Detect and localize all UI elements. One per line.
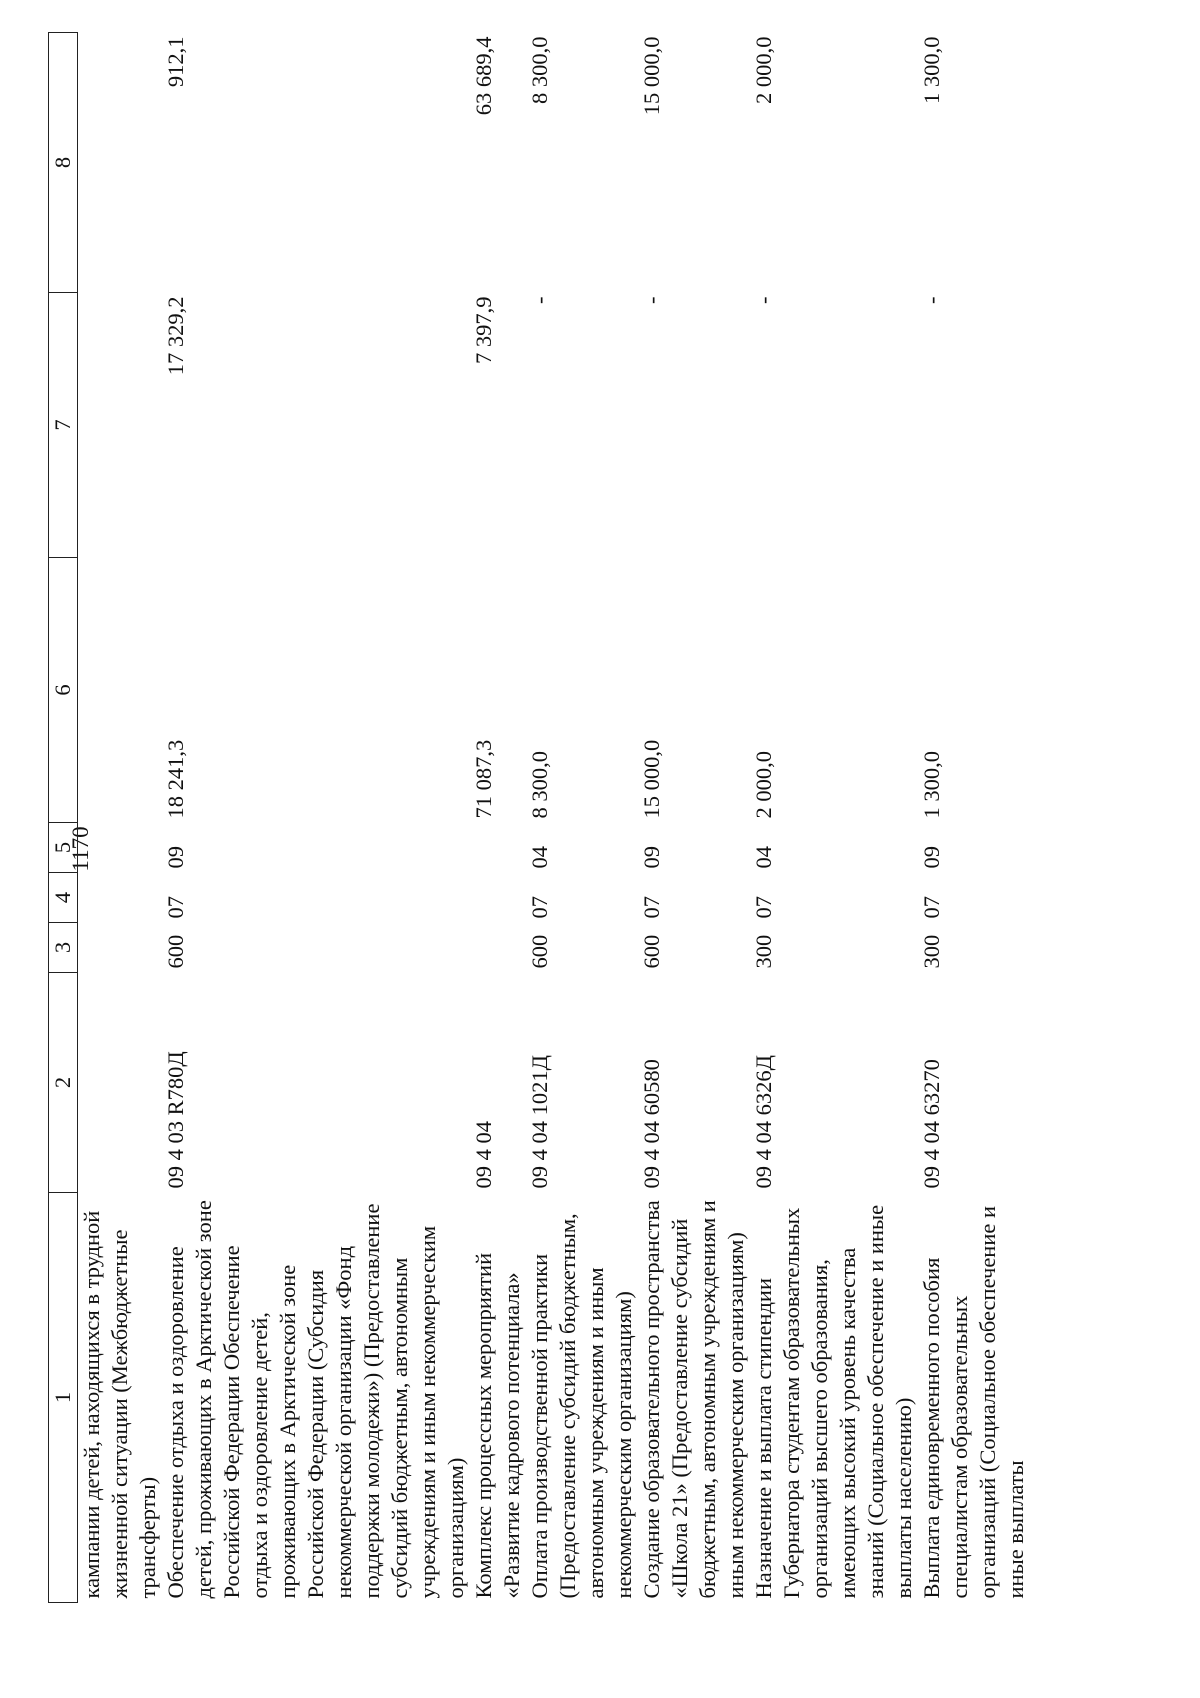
- row-code: 09 4 03 R780Д: [163, 1051, 188, 1189]
- row-col6: [78, 558, 163, 823]
- row-code: 09 4 04: [471, 1121, 496, 1189]
- row-code: [78, 973, 163, 1193]
- row-code: 09 4 04 1021Д: [527, 1055, 552, 1189]
- row-col3: 600: [639, 934, 664, 969]
- row-col6: 71 087,3: [471, 739, 496, 819]
- row-col6: 15 000,0: [639, 739, 664, 819]
- row-col3: [78, 923, 163, 973]
- row-col3: [470, 923, 526, 973]
- row-description: Обеспечение отдыха и оздоровление детей, проживающих в Арктической зоне Российской Федерации Обеспечение отдыха и оздоровление детей, проживающих в Арктической зоне Российской Федерации (Субсидия некоммерческой организации «Фонд поддержки молодежи») (Предоставление субсидий бюджетным, автономным учреждениям и иным некоммерческим организациям): [163, 1200, 468, 1599]
- row-col8: [78, 33, 163, 293]
- row-col6: 18 241,3: [163, 739, 188, 819]
- row-col3: 600: [163, 934, 188, 969]
- row-col8: 912,1: [163, 36, 188, 88]
- row-col6: 2 000,0: [751, 751, 776, 819]
- row-col7: -: [919, 296, 944, 304]
- column-header-3: 3: [49, 923, 78, 973]
- row-col3: 600: [527, 934, 552, 969]
- row-col6: 8 300,0: [527, 751, 552, 819]
- row-col7: [78, 293, 163, 558]
- row-col5: 04: [527, 846, 552, 869]
- row-code: 09 4 04 60580: [639, 1059, 664, 1189]
- row-col5: 09: [163, 846, 188, 869]
- row-col8: 1 300,0: [919, 36, 944, 104]
- row-col4: 07: [751, 896, 776, 919]
- column-header-8: 8: [49, 33, 78, 293]
- row-col7: -: [639, 296, 664, 304]
- row-code: 09 4 04 63270: [919, 1059, 944, 1189]
- row-description: Комплекс процессных мероприятий «Развитие кадрового потенциала»: [471, 1252, 524, 1599]
- column-header-2: 2: [49, 973, 78, 1193]
- row-col4: 07: [163, 896, 188, 919]
- row-col6: 1 300,0: [919, 751, 944, 819]
- row-description: Создание образовательного пространства «Школа 21» (Предоставление субсидий бюджетным, автономным учреждениям и иным некоммерческим организациям): [639, 1200, 748, 1599]
- row-col8: 8 300,0: [527, 36, 552, 104]
- row-col7: 17 329,2: [163, 296, 188, 376]
- table-row: [526, 33, 638, 1603]
- row-col4: 07: [919, 896, 944, 919]
- table-row: [162, 33, 470, 1603]
- table-row: [638, 33, 750, 1603]
- table-header-row: [49, 33, 78, 1603]
- column-header-6: 6: [49, 558, 78, 823]
- row-col5: 09: [639, 846, 664, 869]
- column-header-7: 7: [49, 293, 78, 558]
- column-header-1: 1: [49, 1193, 78, 1603]
- row-description: Оплата производственной практики (Предоставление субсидий бюджетным, автономным учреждениям и иным некоммерческим организациям): [527, 1213, 636, 1599]
- row-col5: 04: [751, 846, 776, 869]
- table-row: [918, 33, 1030, 1603]
- row-col5: 09: [919, 846, 944, 869]
- row-col8: 63 689,4: [471, 36, 496, 116]
- row-col7: -: [751, 296, 776, 304]
- table-row: [470, 33, 526, 1603]
- column-header-5: 5: [49, 823, 78, 873]
- row-description: кампании детей, находящихся в трудной жизненной ситуации (Межбюджетные трансферты): [79, 1210, 160, 1599]
- row-description: Выплата единовременного пособия специалистам образовательных организаций (Социальное обеспечение и иные выплаты: [919, 1205, 1028, 1599]
- table-row: [78, 33, 163, 1603]
- row-col3: 300: [751, 934, 776, 969]
- row-col7: 7 397,9: [471, 296, 496, 364]
- row-col5: [470, 823, 526, 873]
- row-code: 09 4 04 6326Д: [751, 1055, 776, 1189]
- row-col8: 2 000,0: [751, 36, 776, 104]
- page-number: 1170: [68, 826, 93, 872]
- row-col3: 300: [919, 934, 944, 969]
- row-col8: 15 000,0: [639, 36, 664, 116]
- row-col4: [470, 873, 526, 923]
- row-col4: 07: [639, 896, 664, 919]
- table-row: [750, 33, 918, 1603]
- row-col5: [78, 823, 163, 873]
- row-col4: 07: [527, 896, 552, 919]
- budget-table: [48, 32, 1030, 1603]
- row-description: Назначение и выплата стипендии Губернатора студентам образовательных организаций высшего образования, имеющих высокий уровень качества знаний (Социальное обеспечение и иные выплаты населению): [751, 1204, 916, 1599]
- row-col4: [78, 873, 163, 923]
- column-header-4: 4: [49, 873, 78, 923]
- row-col7: -: [527, 296, 552, 304]
